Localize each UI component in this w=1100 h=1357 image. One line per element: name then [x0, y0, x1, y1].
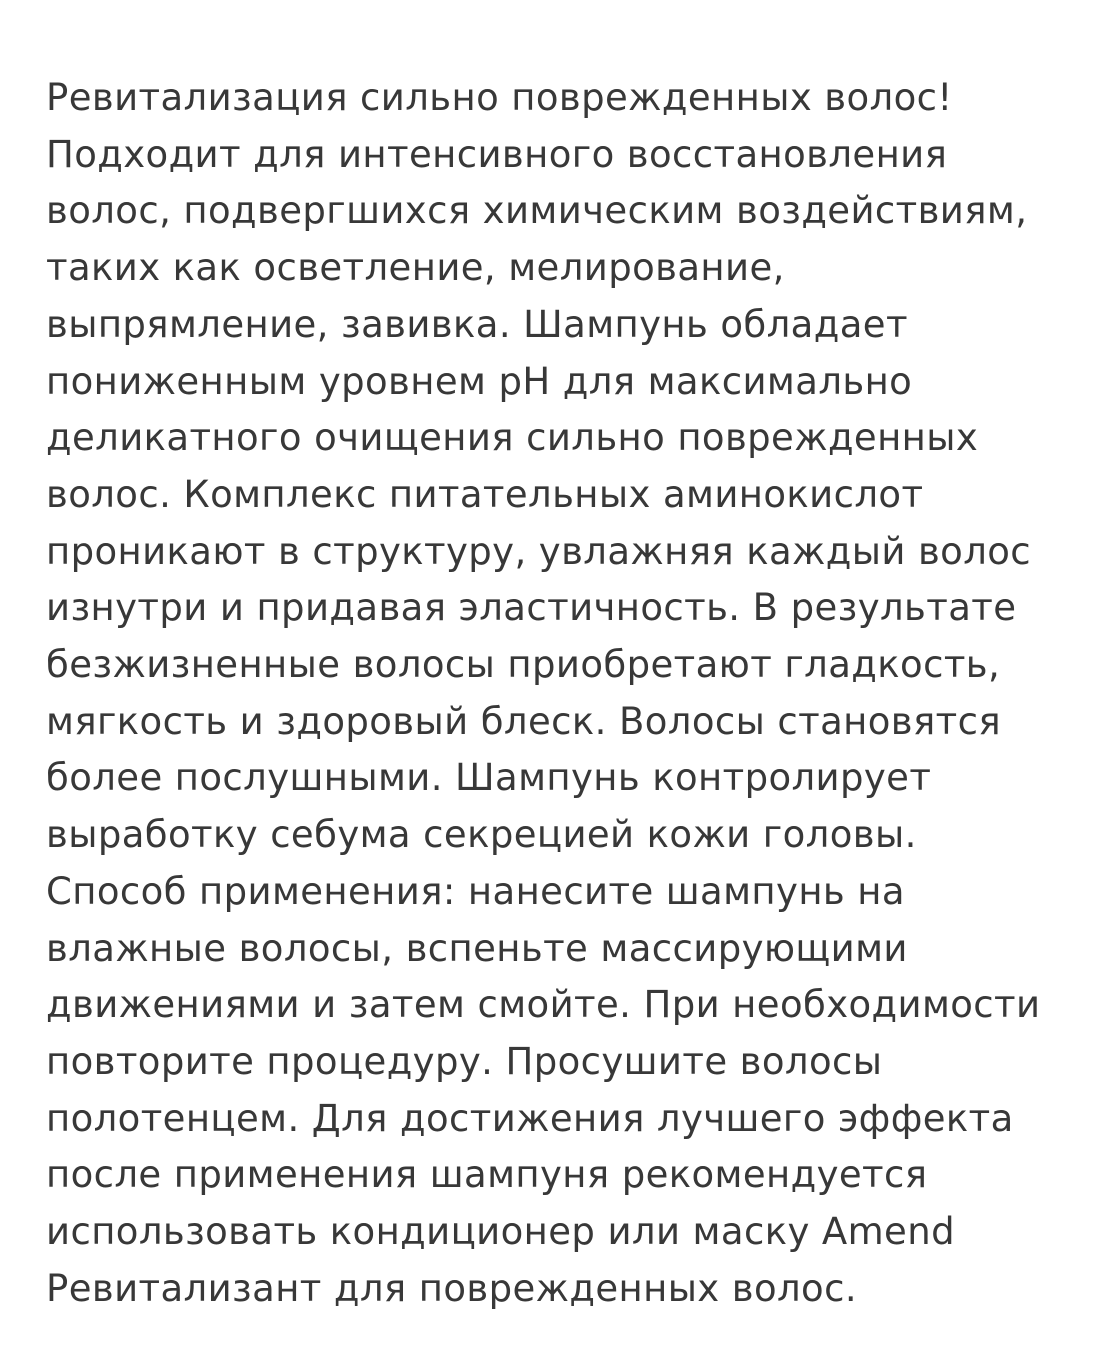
description-line: деликатного очищения сильно поврежденных	[46, 416, 979, 460]
description-line: после применения шампуня рекомендуется	[46, 1153, 928, 1197]
description-line: движениями и затем смойте. При необходимости	[46, 983, 1041, 1027]
description-line: более послушными. Шампунь контролирует	[46, 756, 932, 800]
description-line: мягкость и здоровый блеск. Волосы становятся	[46, 699, 1001, 743]
product-description-text	[46, 70, 1076, 1317]
description-line: изнутри и придавая эластичность. В результате	[46, 586, 1017, 630]
description-line: волос. Комплекс питательных аминокислот	[46, 472, 924, 516]
description-line: Ревитализант для поврежденных волос.	[46, 1266, 858, 1310]
description-line: волос, подвергшихся химическим воздействиям,	[46, 189, 1028, 233]
description-line: полотенцем. Для достижения лучшего эффекта	[46, 1096, 1014, 1140]
description-line: Способ применения: нанесите шампунь на	[46, 869, 905, 913]
description-line: Подходит для интенсивного восстановления	[46, 132, 948, 176]
description-line: таких как осветление, мелирование,	[46, 246, 785, 290]
description-line: выработку себума секрецией кожи головы.	[46, 813, 917, 857]
description-line: выпрямление, завивка. Шампунь обладает	[46, 302, 908, 346]
description-line: проникают в структуру, увлажняя каждый волос	[46, 529, 1032, 573]
description-line: повторите процедуру. Просушите волосы	[46, 1039, 883, 1083]
description-line: использовать кондиционер или маску Amend	[46, 1210, 955, 1254]
description-line: Ревитализация сильно поврежденных волос!	[46, 76, 953, 119]
description-line: безжизненные волосы приобретают гладкость,	[46, 643, 1001, 687]
description-line: пониженным уровнем pH для максимально	[46, 359, 913, 403]
description-line: влажные волосы, вспеньте массирующими	[46, 926, 908, 970]
